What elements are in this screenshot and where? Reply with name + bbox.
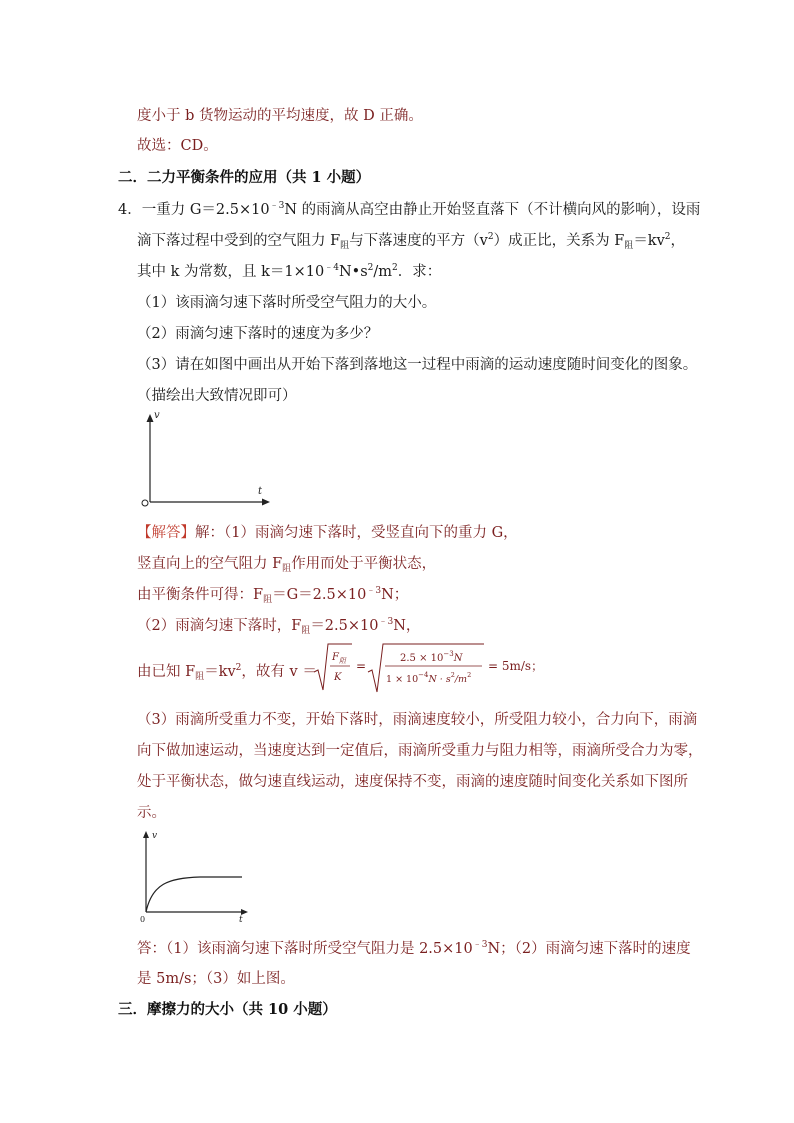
svg-text:1 × 10−4N · s2/m2: $1 \times 10^{-4}N \cdot s^2/m^2$ xyxy=(386,671,472,685)
q4-sub-3: （3）请在如图中画出从开始下落到落地这一过程中雨滴的运动速度随时间变化的图象。 xyxy=(137,357,698,373)
solution-line-8: 处于平衡状态，做匀速直线运动，速度保持不变，雨滴的速度随时间变化关系如下图所 xyxy=(137,774,688,790)
solution-line-2: 竖直向上的空气阻力 $F_阻$作用而处于平衡状态， xyxy=(137,556,437,574)
solution-line-6: （3）雨滴所受重力不变，开始下落时，雨滴速度较小，所受阻力较小，合力向下，雨滴 xyxy=(137,712,698,728)
svg-text:F阻: $F_阻$ xyxy=(332,652,346,665)
solution-line-4: （2）雨滴匀速下落时，$F_阻=2.5\times 10^{﹣3}N$， xyxy=(137,617,421,636)
section-3-title: 三．摩擦力的大小（共 10 小题） xyxy=(118,1001,337,1018)
q4-sub-1: （1）该雨滴匀速下落时所受空气阻力的大小。 xyxy=(137,295,437,311)
q4-stem-line-1: 4．一重力 $G=2.5\times 10^{﹣3}N$ 的雨滴从高空由静止开始竖直落下（不计横向风的影响），设雨 xyxy=(118,201,701,218)
svg-text:K: K xyxy=(334,672,342,683)
solution-line-3: 由平衡条件可得：$F_阻=G=2.5\times 10^{﹣3}N$； xyxy=(137,586,409,605)
section-2-title: 二．二力平衡条件的应用（共 1 小题） xyxy=(118,169,371,186)
svg-text:=: = xyxy=(356,659,367,673)
answer-line-1: 答：（1）该雨滴匀速下落时所受空气阻力是 $2.5\times 10^{﹣3}N$；（2）雨滴匀速下落时的速度 xyxy=(137,940,691,957)
answer-vt-x-label: t xyxy=(239,915,243,924)
q4-stem-line-2: 滴下落过程中受到的空气阻力 $F_阻$与下落速度的平方$(v^2)$成正比，关系为 $F_阻=kv^2$， xyxy=(137,232,686,251)
prev-line-2: 故选：CD。 xyxy=(137,138,218,154)
solution-line-9: 示。 xyxy=(137,805,166,821)
answer-vt-origin-label: 0 xyxy=(140,915,146,924)
q4-sub-3-note: （描绘出大致情况即可） xyxy=(137,388,297,404)
prev-line-1: 度小于 b 货物运动的平均速度，故 D 正确。 xyxy=(137,108,423,124)
svg-text:= 5m/s；: = 5m/s； xyxy=(488,659,544,673)
question-vt-x-label: t xyxy=(258,486,263,497)
solution-line-7: 向下做加速运动，当速度达到一定值后，雨滴所受重力与阻力相等，雨滴所受合力为零， xyxy=(137,743,703,759)
answer-vt-y-label: v xyxy=(152,831,158,841)
velocity-formula xyxy=(312,640,612,696)
solution-label: 【解答】 xyxy=(137,525,195,541)
q4-sub-2: （2）雨滴匀速下落时的速度为多少？ xyxy=(137,326,379,342)
solution-line-1: 【解答】解：（1）雨滴匀速下落时，受竖直向下的重力 G， xyxy=(137,525,518,541)
svg-text:2.5 × 10−3N: $2.5 \times 10^{-3}N$ xyxy=(400,650,463,664)
question-vt-y-label: v xyxy=(154,410,160,421)
q4-stem-line-3: 其中 k 为常数，且 $k=1\times 10^{﹣4}N•s^2/m^2$．求： xyxy=(137,263,442,280)
solution-line-5: 由已知 $F_阻=kv^2$，故有 v ＝ xyxy=(137,663,317,682)
answer-line-2: 是 5m/s；（3）如上图。 xyxy=(137,971,295,987)
answer-vt-graph xyxy=(138,826,254,924)
velocity-curve xyxy=(146,877,242,912)
question-vt-axes xyxy=(136,406,276,512)
